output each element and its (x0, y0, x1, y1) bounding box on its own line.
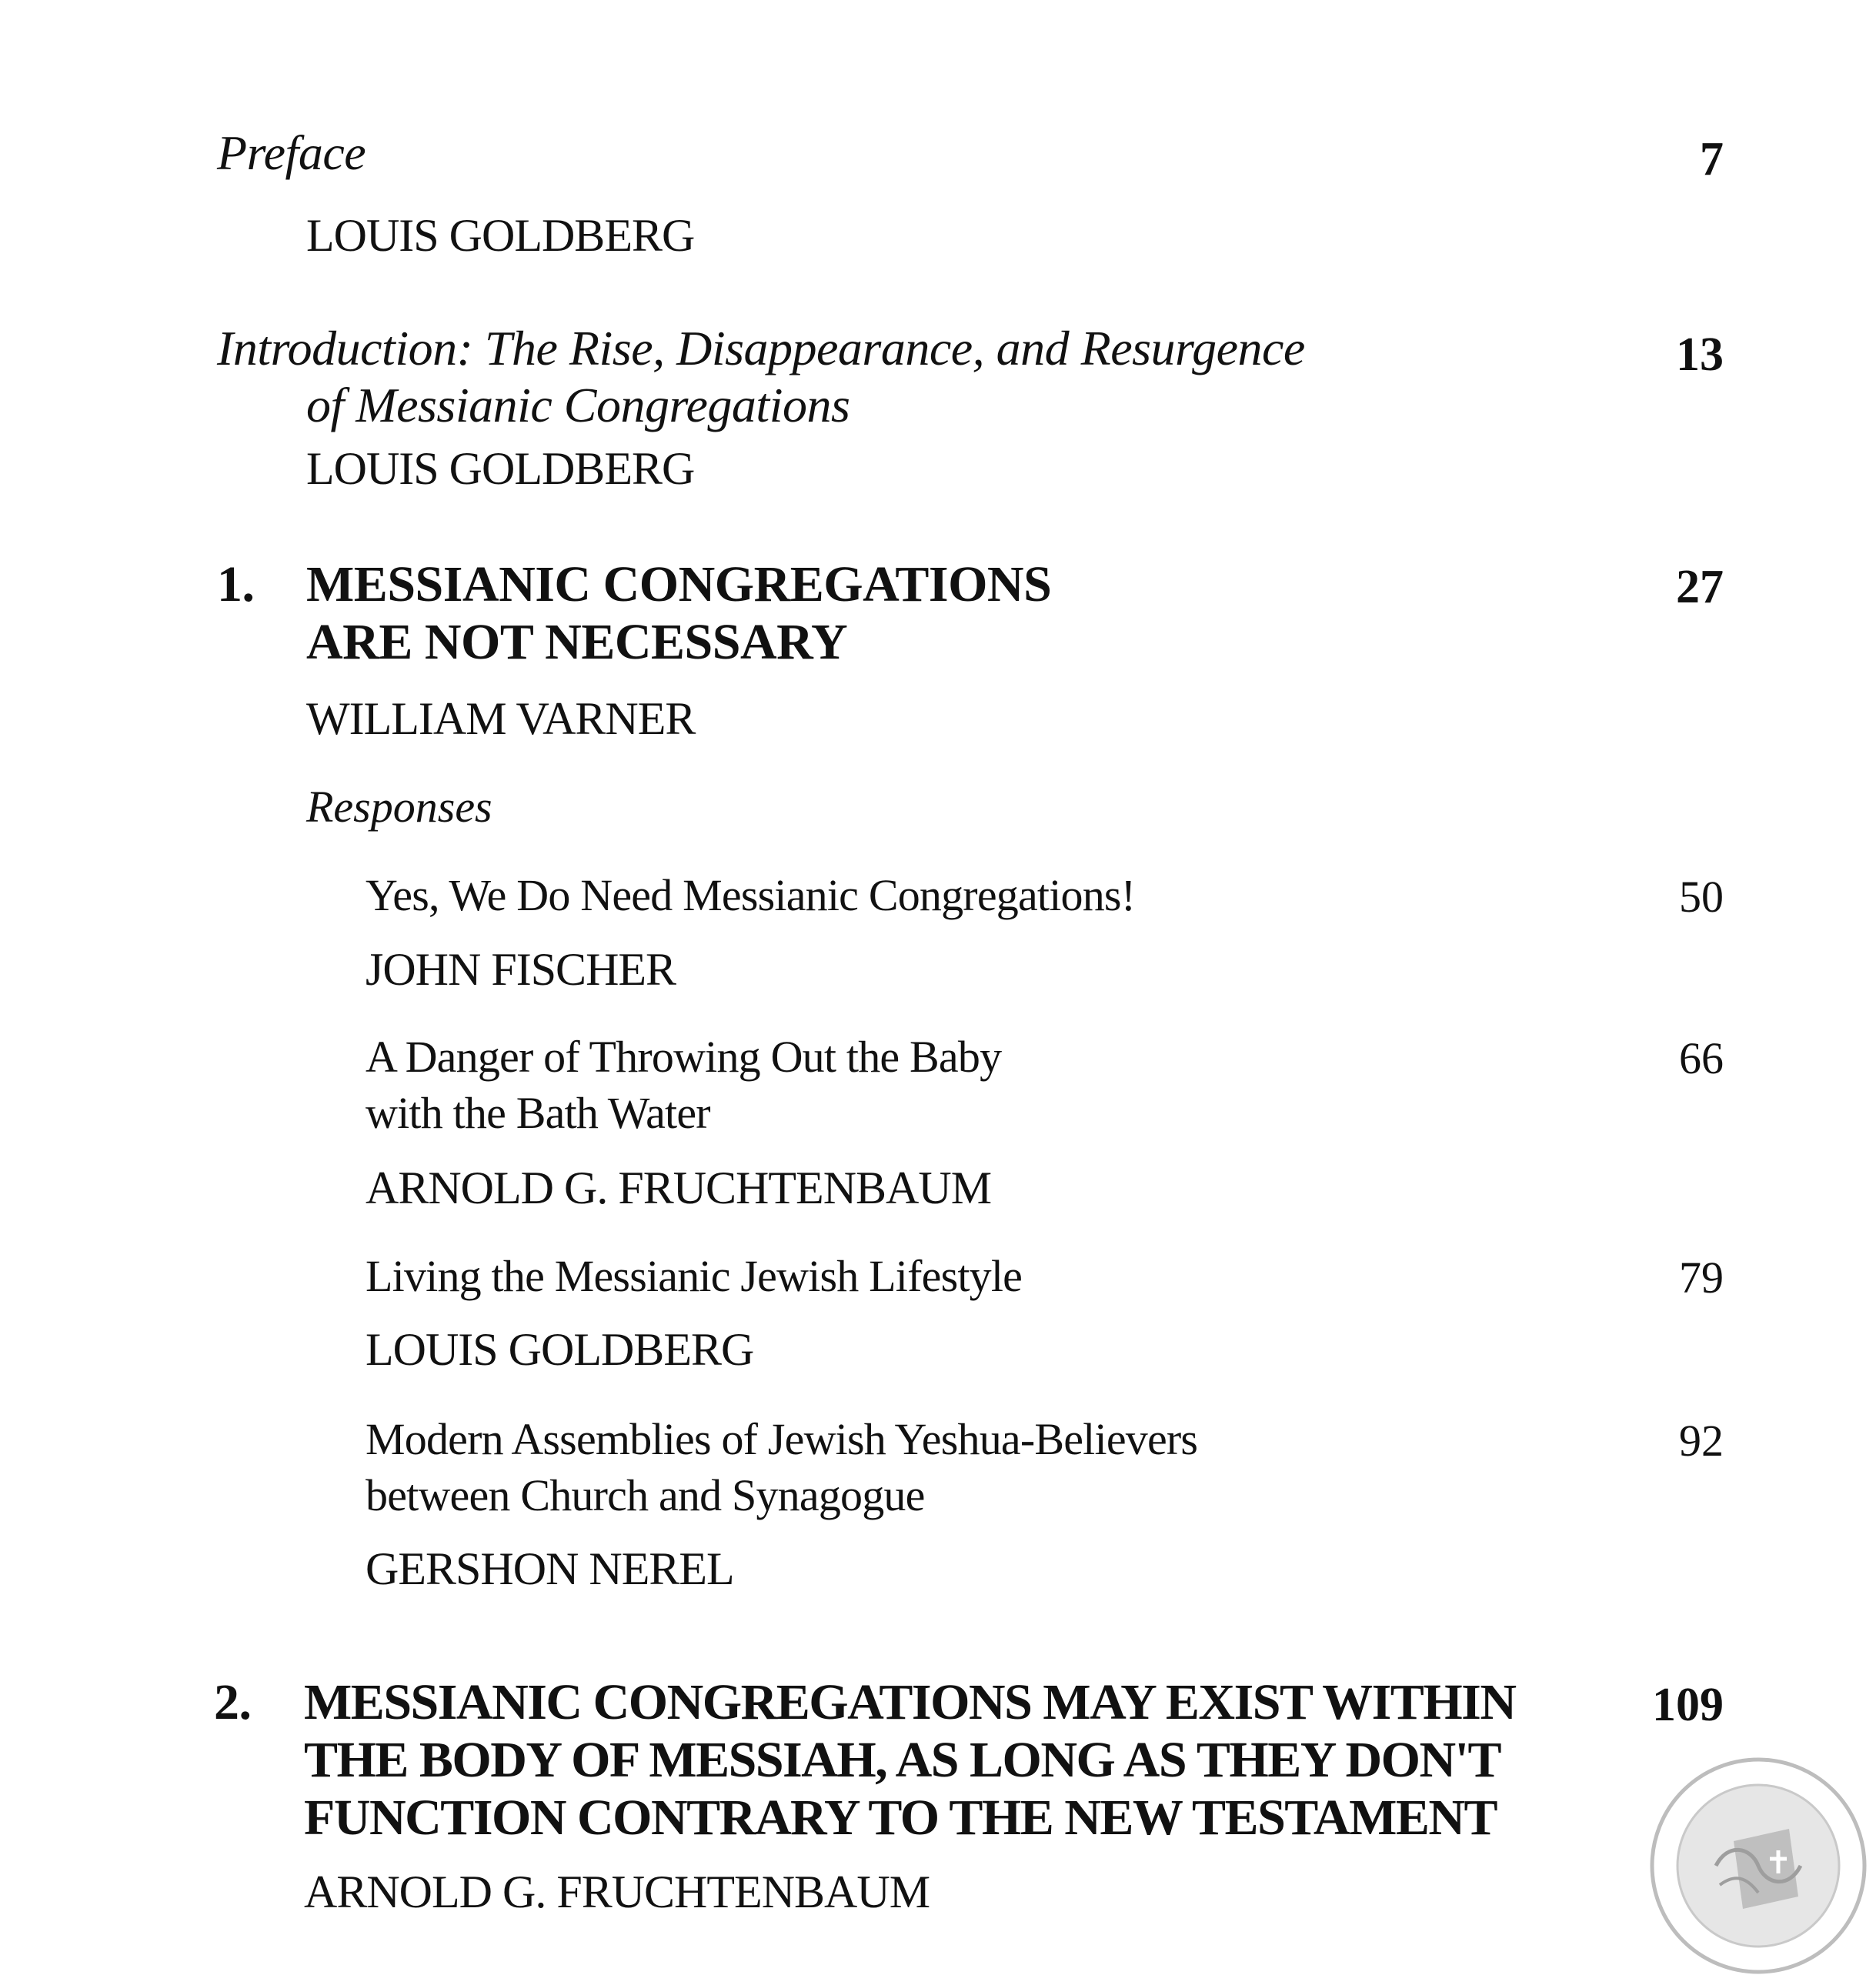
response-3-author: LOUIS GOLDBERG (366, 1324, 754, 1375)
watermark-seal-icon (1643, 1750, 1874, 1981)
introduction-title-line-2: of Messianic Congregations (306, 378, 850, 432)
chapter-2-title-line-1: MESSIANIC CONGREGATIONS MAY EXIST WITHIN (304, 1674, 1516, 1730)
response-1-author: JOHN FISCHER (366, 944, 676, 995)
response-1-title: Yes, We Do Need Messianic Congregations! (366, 870, 1136, 920)
response-1-page-number: 50 (1679, 872, 1724, 922)
response-3-title: Living the Messianic Jewish Lifestyle (366, 1251, 1023, 1301)
introduction-author: LOUIS GOLDBERG (306, 443, 695, 494)
preface-page-number: 7 (1700, 133, 1724, 185)
chapter-1-title-line-1: MESSIANIC CONGREGATIONS (306, 556, 1052, 612)
chapter-2-author: ARNOLD G. FRUCHTENBAUM (304, 1867, 930, 1917)
responses-heading: Responses (306, 782, 492, 832)
response-4-page-number: 92 (1679, 1416, 1724, 1466)
response-4-title-line-2: between Church and Synagogue (366, 1470, 925, 1520)
response-4-title-line-1: Modern Assemblies of Jewish Yeshua-Believers (366, 1414, 1198, 1464)
response-2-author: ARNOLD G. FRUCHTENBAUM (366, 1163, 992, 1213)
chapter-1-author: WILLIAM VARNER (306, 693, 696, 744)
introduction-title-line-1: Introduction: The Rise, Disappearance, and Resurgence (217, 321, 1305, 375)
chapter-2-title-line-3: FUNCTION CONTRARY TO THE NEW TESTAMENT (304, 1790, 1497, 1846)
response-2-page-number: 66 (1679, 1033, 1724, 1083)
response-4-author: GERSHON NEREL (366, 1543, 734, 1594)
response-3-page-number: 79 (1679, 1253, 1724, 1303)
preface-author: LOUIS GOLDBERG (306, 210, 695, 261)
chapter-1-title-line-2: ARE NOT NECESSARY (306, 614, 848, 670)
chapter-2-title-line-2: THE BODY OF MESSIAH, AS LONG AS THEY DON'T (304, 1732, 1500, 1788)
chapter-1-number: 1. (217, 556, 255, 612)
response-2-title-line-1: A Danger of Throwing Out the Baby (366, 1032, 1002, 1082)
chapter-1-page-number: 27 (1676, 561, 1724, 613)
chapter-2-page-number: 109 (1652, 1679, 1724, 1731)
preface-title: Preface (217, 125, 366, 180)
chapter-2-number: 2. (214, 1674, 252, 1730)
response-2-title-line-2: with the Bath Water (366, 1088, 710, 1138)
introduction-page-number: 13 (1676, 329, 1724, 381)
